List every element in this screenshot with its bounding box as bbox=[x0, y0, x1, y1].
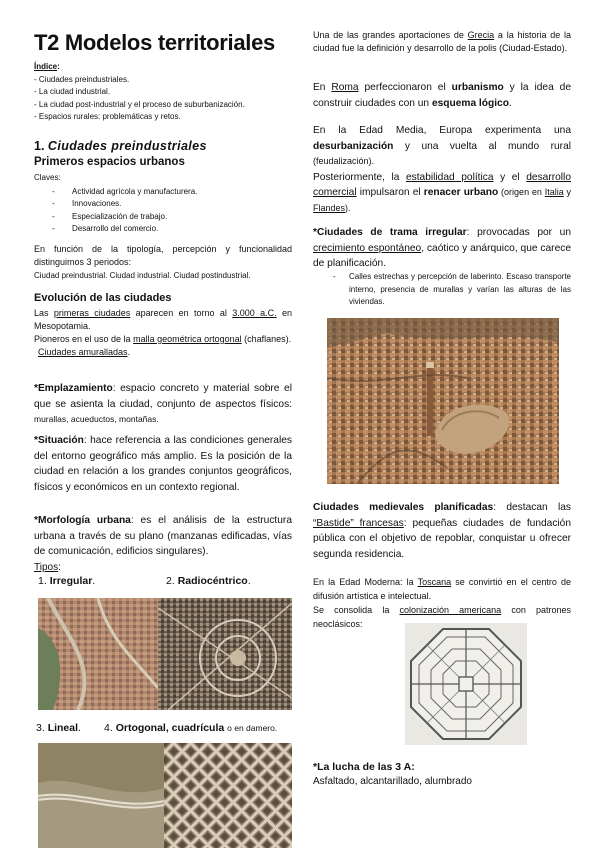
text: Calles estrechas y percepción de laberinto. Escaso transporte interno, presencia de murallas y varían las alturas de las viviendas. bbox=[349, 272, 571, 306]
text: con patrones neoclásicos: bbox=[313, 605, 571, 629]
list-item: - Especialización de trabajo. bbox=[34, 211, 292, 224]
text: : hace referencia a las condiciones generales del entorno geográfico más amplio. Es la posición de la ciudad en relación a los grandes conjuntos geográficos, físicos y económicos en un contexto regional. bbox=[34, 435, 292, 493]
text: : es el análisis de la estructura urbana a través de su plano (manzanas edificadas, vías de comunicación, edificios singulares). bbox=[34, 515, 292, 557]
list-item: - Actividad agrícola y manufacturera. bbox=[34, 185, 292, 199]
emplazamiento-paragraph bbox=[34, 381, 292, 428]
index bbox=[34, 61, 292, 124]
text: se convirtió en el centro de difusión artística e intelectual. bbox=[313, 577, 572, 601]
text: y el bbox=[493, 171, 527, 183]
text: Posteriormente, la bbox=[313, 171, 406, 183]
aerial-photo-image bbox=[38, 743, 292, 848]
situacion-label: *Situación bbox=[34, 435, 84, 446]
underlined-text: Grecia bbox=[467, 30, 495, 40]
text: (origen en bbox=[498, 187, 545, 197]
text: Ortogonal, cuadrícula bbox=[115, 722, 225, 734]
siena-aerial-photo bbox=[327, 318, 559, 484]
text: *Ciudades de trama irregular bbox=[313, 227, 467, 238]
text: Irregular bbox=[49, 575, 93, 587]
claves-list bbox=[34, 185, 292, 236]
text: Radiocéntrico bbox=[177, 575, 248, 587]
tipo-3: 3. Lineal. bbox=[36, 722, 81, 734]
text: : espacio concreto y material sobre el que se asienta la ciudad, conjunto de aspectos físicos: bbox=[34, 383, 292, 410]
text: en Mesopotamia. bbox=[34, 308, 293, 331]
underlined-text: 3.000 a.C. bbox=[232, 308, 277, 318]
text: , caótico y anárquico, que carece de planificación. bbox=[313, 242, 571, 269]
subheading-primeros: Primeros espacios urbanos bbox=[34, 156, 185, 168]
text: ). bbox=[345, 202, 351, 213]
text: En bbox=[313, 82, 332, 93]
tipo-2: 2. Radiocéntrico. bbox=[166, 575, 251, 587]
text: esquema lógico bbox=[431, 97, 509, 109]
text: murallas, acueductos, montañas. bbox=[34, 414, 159, 424]
text: : provocadas por un bbox=[466, 227, 572, 238]
evolution-heading: Evolución de las ciudades bbox=[34, 292, 172, 304]
index-item: - Ciudades preindustriales. bbox=[34, 74, 130, 84]
text: a la historia de la ciudad fue la definición y desarrollo de la polis (Ciudad-Estado). bbox=[313, 30, 571, 53]
underlined-text: crecimiento espontáneo bbox=[313, 242, 422, 254]
underlined-text: desarrollo comercial bbox=[313, 171, 571, 198]
text: Lineal bbox=[47, 722, 79, 734]
underlined-text: Ciudades amuralladas bbox=[38, 347, 128, 357]
evolution-paragraph bbox=[34, 307, 292, 359]
octagonal-plan-image bbox=[405, 623, 527, 745]
trama-bullet bbox=[333, 271, 571, 309]
roma-paragraph bbox=[313, 80, 571, 111]
situacion-paragraph bbox=[34, 433, 292, 495]
index-label: Índice bbox=[34, 62, 58, 71]
underlined-text: estabilidad política bbox=[405, 171, 494, 183]
tipo-1: 1. Irregular. bbox=[38, 575, 96, 587]
text: aparecen en torno al bbox=[130, 308, 233, 318]
underlined-text: colonización americana bbox=[399, 605, 502, 615]
aerial-photo-image bbox=[38, 598, 292, 710]
tipos-label bbox=[34, 562, 292, 573]
text: . bbox=[127, 347, 131, 357]
text: o en damero. bbox=[227, 723, 278, 733]
section-1-number: 1. bbox=[34, 139, 45, 153]
text: : destacan las bbox=[493, 502, 571, 513]
text: y la idea de construir ciudades con un bbox=[313, 82, 572, 109]
text: renacer urbano bbox=[423, 187, 499, 198]
text: . bbox=[508, 97, 512, 109]
text: Una de las grandes aportaciones de bbox=[313, 30, 468, 40]
grecia-paragraph bbox=[313, 29, 571, 55]
page-title: T2 Modelos territoriales bbox=[34, 30, 275, 55]
claves-block bbox=[34, 172, 292, 236]
medievales-planificadas-paragraph bbox=[313, 500, 571, 562]
text: 4. bbox=[104, 722, 113, 734]
morfologia-paragraph bbox=[34, 513, 292, 560]
section-1-title: Ciudades preindustriales bbox=[47, 139, 207, 153]
underlined-text: Italia bbox=[544, 187, 564, 197]
underlined-text: Toscana bbox=[417, 577, 452, 587]
text: Ciudades medievales planificadas bbox=[313, 502, 494, 513]
text: En la Edad Media, Europa experimenta una bbox=[313, 125, 571, 136]
text: y una vuelta al mundo rural bbox=[393, 140, 571, 152]
text: (chaflanes). bbox=[241, 334, 292, 344]
index-colon: : bbox=[57, 62, 60, 71]
tipos-label-text: Tipos bbox=[34, 562, 59, 573]
bullet-dash: - bbox=[333, 272, 336, 281]
text: y bbox=[563, 187, 572, 197]
index-item: - La ciudad industrial. bbox=[34, 87, 111, 96]
text: 2. bbox=[166, 575, 175, 587]
lineal-ortogonal-photo bbox=[38, 743, 292, 848]
underlined-text: malla geométrica ortogonal bbox=[133, 334, 242, 344]
periods-text: En función de la tipología, percepción y funcionalidad distinguimos 3 periodos: bbox=[34, 244, 292, 267]
section-1-heading bbox=[34, 139, 292, 153]
text: perfeccionaron el bbox=[358, 82, 452, 93]
text: 3. bbox=[36, 722, 45, 734]
medieval-city-image bbox=[327, 318, 559, 484]
underlined-text: “Bastide” francesas bbox=[313, 517, 404, 529]
list-item: - Desarrollo del comercio. bbox=[34, 223, 292, 236]
text: : pequeñas ciudades de fundación pública con el objetivo de repoblar, conquistar u ofrecer segunda residencia. bbox=[313, 517, 572, 560]
text: urbanismo bbox=[451, 82, 504, 93]
underlined-text: Flandes bbox=[313, 202, 346, 213]
index-item: - La ciudad post-industrial y el proceso de suburbanización. bbox=[34, 99, 245, 109]
octagon-plan-icon bbox=[405, 623, 527, 745]
text: : bbox=[58, 562, 61, 573]
list-item: - Innovaciones. bbox=[34, 198, 292, 211]
irregular-radiocentric-photo bbox=[38, 598, 292, 710]
text: Las bbox=[34, 308, 54, 318]
lucha-title: *La lucha de las 3 A: bbox=[313, 761, 415, 773]
index-item: - Espacios rurales: problemáticas y retos. bbox=[34, 112, 181, 121]
text: En la Edad Moderna: la bbox=[313, 577, 418, 587]
edad-media-paragraph bbox=[313, 123, 571, 216]
claves-label: Claves: bbox=[34, 173, 61, 182]
underlined-text: Roma bbox=[331, 82, 359, 93]
lucha-text: Asfaltado, alcantarillado, alumbrado bbox=[313, 776, 472, 787]
text: (feudalización). bbox=[313, 156, 375, 166]
text: desurbanización bbox=[313, 140, 394, 152]
tipo-4 bbox=[104, 722, 362, 734]
morfologia-label: *Morfología urbana bbox=[34, 515, 131, 526]
text: Se consolida la bbox=[313, 605, 400, 615]
text: impulsaron el bbox=[356, 187, 424, 198]
underlined-text: primeras ciudades bbox=[53, 308, 131, 318]
trama-irregular-paragraph bbox=[313, 225, 571, 272]
emplazamiento-label: *Emplazamiento bbox=[34, 383, 113, 394]
text: 1. bbox=[38, 575, 47, 587]
periods-list: Ciudad preindustrial. Ciudad industrial. Ciudad postindustrial. bbox=[34, 271, 251, 280]
text: Pioneros en el uso de la bbox=[34, 334, 134, 344]
